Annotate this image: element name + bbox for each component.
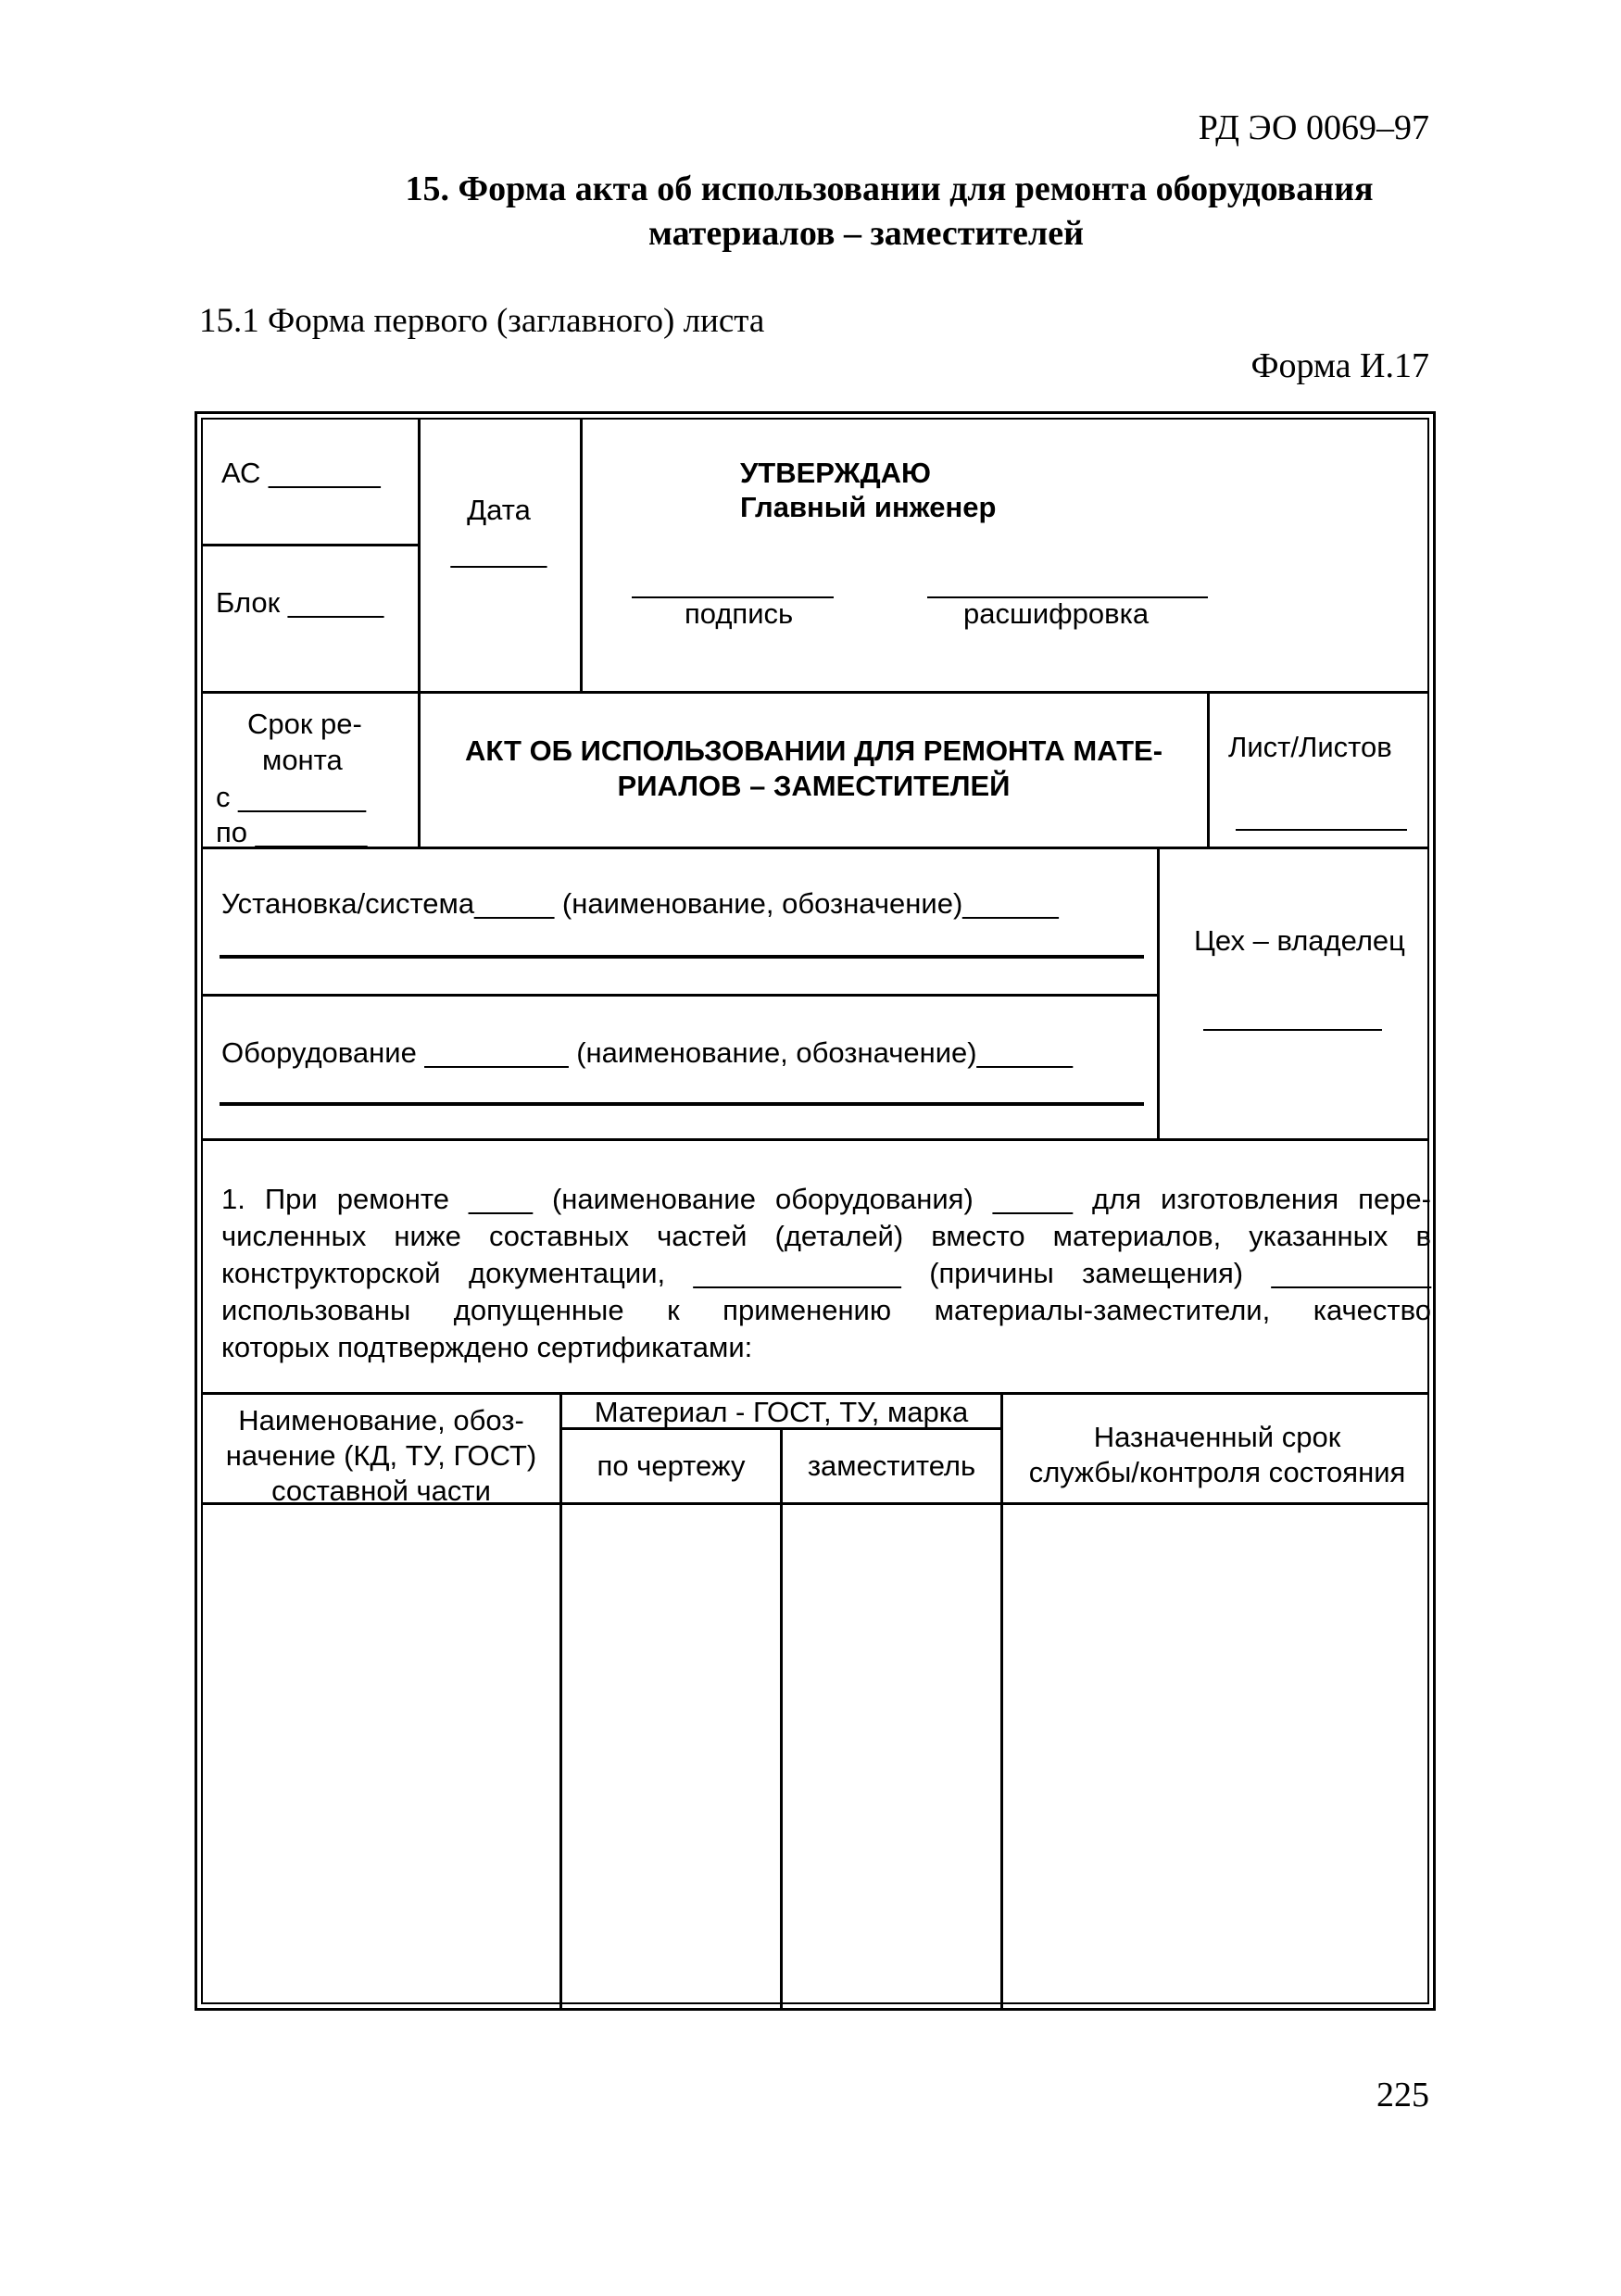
divider <box>1157 847 1160 1140</box>
divider <box>203 994 1157 997</box>
paragraph-line: которых подтверждено сертификатами: <box>221 1331 753 1363</box>
divider <box>580 420 583 693</box>
as-field: АС _______ <box>221 457 381 489</box>
act-title-1: АКТ ОБ ИСПОЛЬЗОВАНИИ ДЛЯ РЕМОНТА МАТЕ- <box>464 734 1163 767</box>
divider <box>203 847 1427 849</box>
paragraph-line: 1. При ремонте ____ (наименование оборудования) _____ для изготовления пере- <box>221 1183 1431 1215</box>
divider <box>203 1138 1427 1141</box>
repair-from-field: с ________ <box>216 781 367 813</box>
divider <box>203 691 1427 694</box>
signature-label: подпись <box>685 597 794 630</box>
decoding-label: расшифровка <box>963 597 1150 630</box>
title-line-1: 15. Форма акта об использовании для ремонта оборудования <box>405 169 1374 208</box>
repair-to-field: по _______ <box>216 816 368 848</box>
equipment-field: Оборудование _________ (наименование, обозначение)______ <box>221 1036 1074 1069</box>
material-header: Материал - ГОСТ, ТУ, марка <box>594 1396 969 1428</box>
repair-term-label-1: Срок ре- <box>247 708 362 740</box>
act-form <box>195 411 1436 2011</box>
col-term-header-2: службы/контроля состояния <box>1028 1456 1406 1488</box>
col-term-header-1: Назначенный срок <box>1093 1421 1341 1453</box>
owner-blank <box>1203 1029 1382 1031</box>
installation-field: Установка/система_____ (наименование, обозначение)______ <box>221 887 1059 920</box>
section-subtitle: 15.1 Форма первого (заглавного) листа <box>199 302 765 340</box>
divider <box>203 544 418 546</box>
document-code: РД ЭО 0069–97 <box>1198 108 1429 147</box>
col-substitute-header: заместитель <box>807 1449 976 1482</box>
col-name-header-2: начение (КД, ТУ, ГОСТ) <box>225 1439 537 1472</box>
installation-underline <box>220 955 1144 959</box>
divider <box>780 1427 783 2010</box>
divider <box>1207 691 1210 848</box>
sheets-blank <box>1236 829 1407 831</box>
page-title <box>185 167 1436 256</box>
page-number: 225 <box>1376 2076 1429 2114</box>
title-line-2: материалов – заместителей <box>648 214 1084 253</box>
owner-label: Цех – владелец <box>1194 924 1405 957</box>
date-label: Дата <box>467 494 531 526</box>
block-field: Блок ______ <box>216 586 384 619</box>
divider <box>559 1392 562 2010</box>
form-inner-frame <box>201 418 1429 2004</box>
paragraph-line: использованы допущенные к применению материалы-заместители, качество <box>221 1294 1431 1326</box>
approve-title: УТВЕРЖДАЮ <box>740 457 932 489</box>
repair-term-label-2: монта <box>262 744 343 776</box>
paragraph-line: численных ниже составных частей (деталей) вместо материалов, указанных в <box>221 1220 1431 1252</box>
col-drawing-header: по чертежу <box>597 1449 746 1482</box>
paragraph-line: конструкторской документации, _____________ (причины замещения) __________ <box>221 1257 1431 1289</box>
divider <box>203 1392 1427 1395</box>
form-code: Форма И.17 <box>1250 346 1429 385</box>
approve-role: Главный инженер <box>740 491 997 523</box>
col-name-header-3: составной части <box>271 1474 491 1507</box>
equipment-underline <box>220 1102 1144 1106</box>
act-title-2: РИАЛОВ – ЗАМЕСТИТЕЛЕЙ <box>617 770 1011 802</box>
sheets-label: Лист/Листов <box>1228 731 1392 763</box>
date-blank: ______ <box>450 536 547 569</box>
col-name-header-1: Наименование, обоз- <box>238 1404 524 1437</box>
repair-paragraph <box>221 1181 1431 1366</box>
